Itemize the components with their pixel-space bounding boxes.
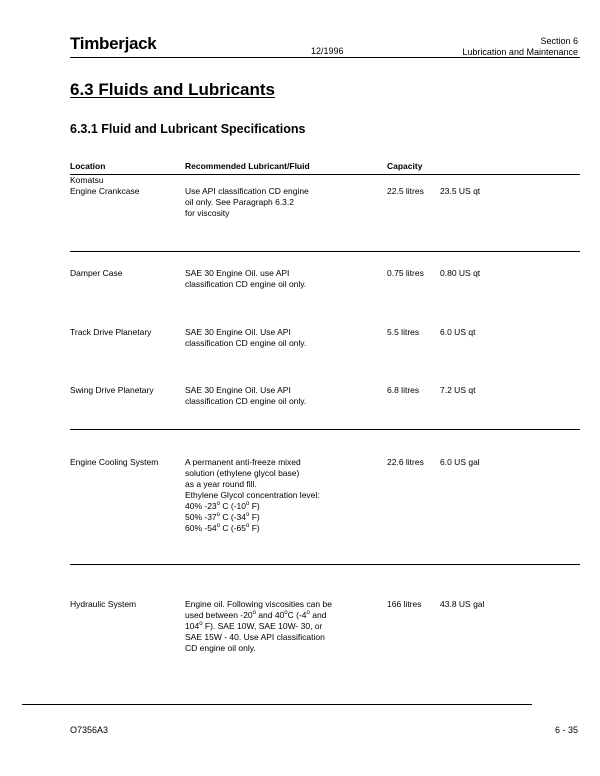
cell-capacity-metric: 22.5 litres	[387, 186, 424, 196]
section-number: Section 6	[540, 36, 578, 46]
row-divider	[70, 429, 580, 430]
cell-lubricant: 104$^o$ F). SAE 10W, SAE 10W- 30, or	[185, 621, 323, 631]
cell-lubricant: used between -20$^o$ and 40$^o$C (-4$^o$ and	[185, 610, 327, 620]
brand-logo: Timberjack	[70, 34, 157, 53]
cell-capacity-metric: 6.8 litres	[387, 385, 420, 395]
cell-lubricant: Use API classification CD engine	[185, 186, 309, 196]
cell-lubricant: for viscosity	[185, 208, 230, 218]
cell-lubricant: SAE 30 Engine Oil. use API	[185, 268, 290, 278]
cell-lubricant: A permanent anti-freeze mixed	[185, 457, 301, 467]
section-title: Lubrication and Maintenance	[462, 47, 578, 57]
cell-lubricant: SAE 15W - 40. Use API classification	[185, 632, 325, 642]
row-divider	[70, 251, 580, 252]
column-header-location: Location	[70, 161, 106, 171]
cell-lubricant: classification CD engine oil only.	[185, 338, 307, 348]
cell-location: Swing Drive Planetary	[70, 385, 154, 395]
cell-location: Track Drive Planetary	[70, 327, 152, 337]
cell-lubricant: 50% -37$^o$ C (-34$^o$ F)	[185, 512, 260, 522]
cell-location: Hydraulic System	[70, 599, 137, 609]
row-divider	[70, 564, 580, 565]
header-date: 12/1996	[311, 46, 344, 56]
cell-capacity-us: 0.80 US qt	[440, 268, 481, 278]
cell-capacity-us: 7.2 US qt	[440, 385, 476, 395]
cell-location: Damper Case	[70, 268, 123, 278]
column-header-capacity: Capacity	[387, 161, 423, 171]
cell-lubricant: SAE 30 Engine Oil. Use API	[185, 385, 291, 395]
page-number: 6 - 35	[554, 725, 578, 735]
cell-lubricant: oil only. See Paragraph 6.3.2	[185, 197, 294, 207]
cell-capacity-metric: 22.6 litres	[387, 457, 424, 467]
cell-lubricant: solution (ethylene glycol base)	[185, 468, 300, 478]
cell-lubricant: CD engine oil only.	[185, 643, 256, 653]
cell-capacity-us: 6.0 US gal	[440, 457, 480, 467]
header-rule	[70, 57, 580, 58]
column-header-lubricant: Recommended Lubricant/Fluid	[185, 161, 310, 171]
page-subtitle: 6.3.1 Fluid and Lubricant Specifications	[70, 122, 306, 136]
cell-lubricant: as a year round fill.	[185, 479, 257, 489]
footer-rule	[22, 704, 532, 705]
cell-lubricant: Ethylene Glycol concentration level:	[185, 490, 320, 500]
cell-capacity-us: 6.0 US qt	[440, 327, 476, 337]
cell-capacity-metric: 5.5 litres	[387, 327, 420, 337]
cell-capacity-us: 43.8 US gal	[440, 599, 485, 609]
cell-lubricant: classification CD engine oil only.	[185, 396, 307, 406]
cell-location: Engine Crankcase	[70, 186, 140, 196]
cell-lubricant: classification CD engine oil only.	[185, 279, 307, 289]
cell-lubricant: 40% -23$^o$ C (-10$^o$ F)	[185, 501, 260, 511]
cell-capacity-us: 23.5 US qt	[440, 186, 481, 196]
page-title: 6.3 Fluids and Lubricants	[70, 80, 275, 99]
document-number: O7356A3	[70, 725, 109, 735]
cell-capacity-metric: 0.75 litres	[387, 268, 424, 278]
cell-lubricant: 60% -54$^o$ C (-65$^o$ F)	[185, 523, 260, 533]
section-label	[462, 36, 578, 58]
cell-location: Engine Cooling System	[70, 457, 159, 467]
cell-lubricant: SAE 30 Engine Oil. Use API	[185, 327, 291, 337]
cell-lubricant: Engine oil. Following viscosities can be	[185, 599, 332, 609]
cell-capacity-metric: 166 litres	[387, 599, 422, 609]
table-header-rule	[70, 174, 580, 175]
cell-location: Komatsu	[70, 175, 104, 185]
